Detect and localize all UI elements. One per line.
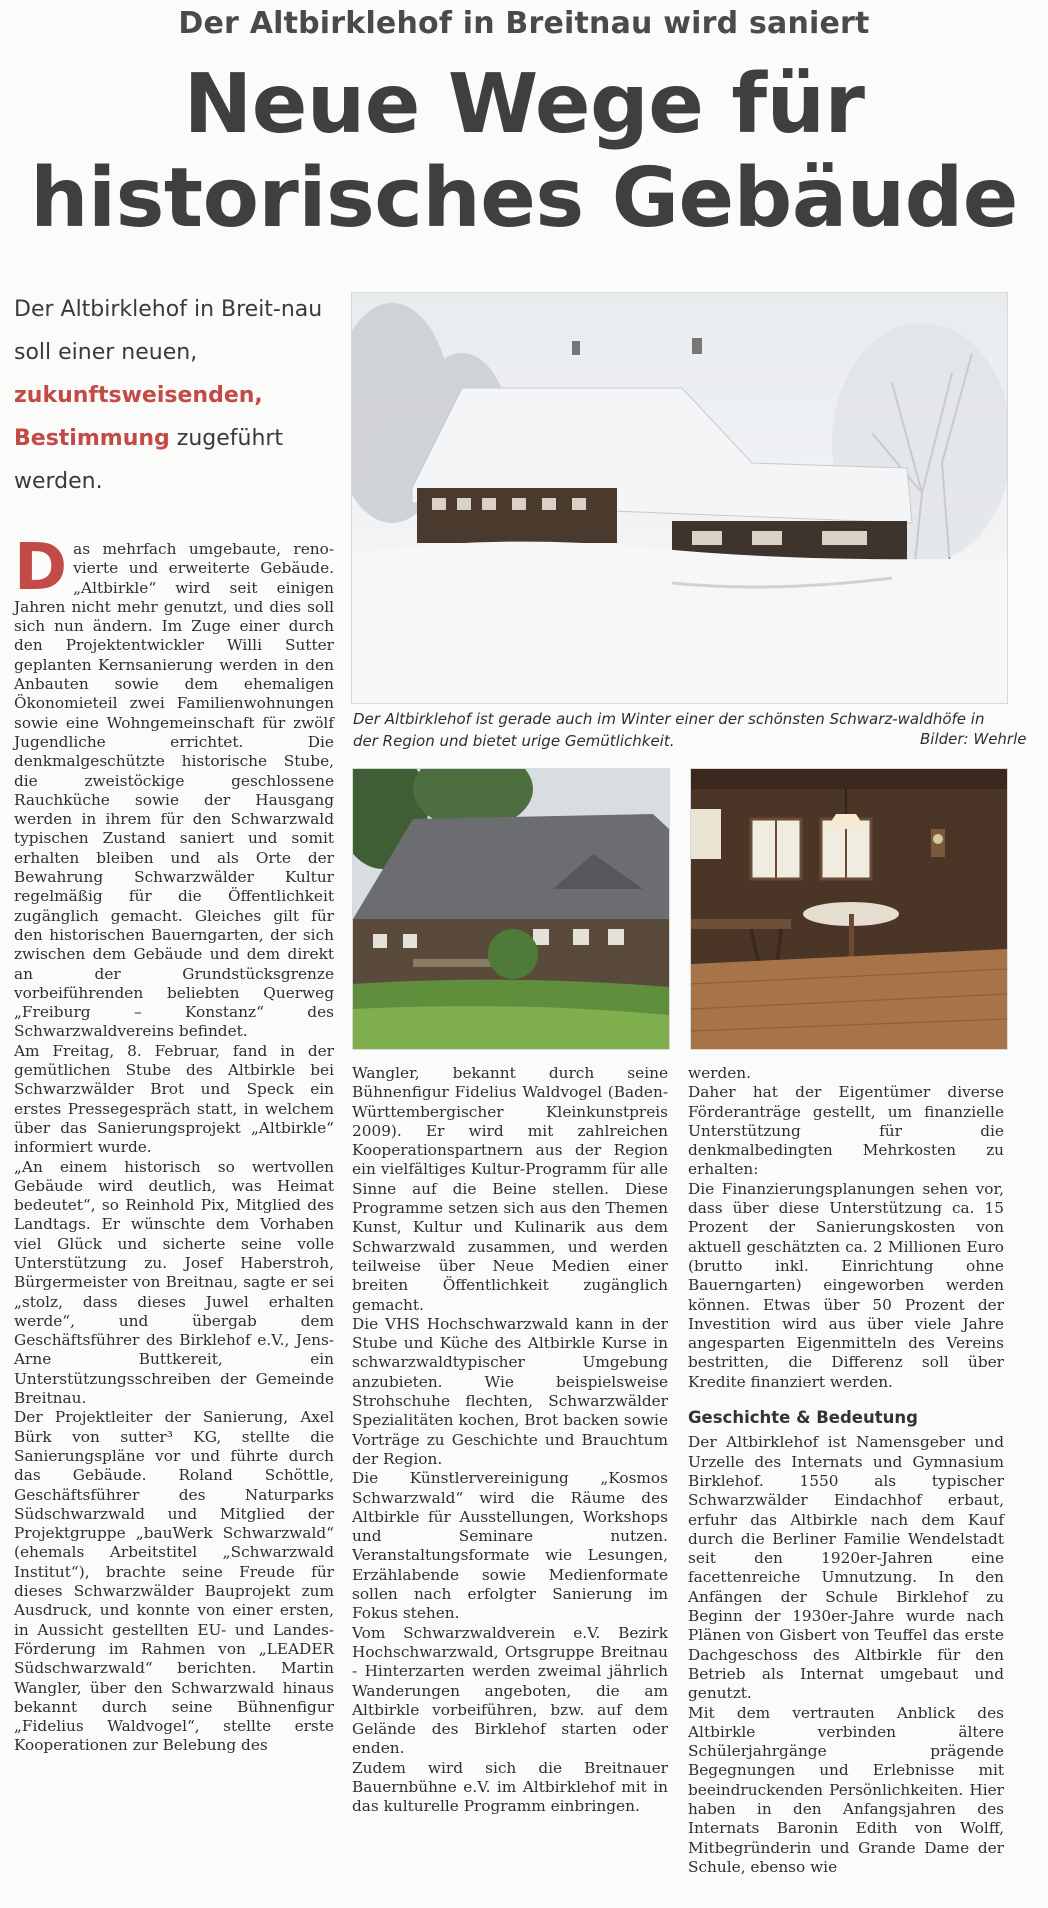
headline-line-1: Neue Wege für (183, 57, 865, 152)
lead-highlight-2: Bestimmung (14, 426, 170, 451)
paragraph: Die Finanzierungsplanungen sehen vor, dass über diese Unterstützung ca. 15 Prozent der Sanierungskosten von aktuell geschätzten ca. 2 Millionen Euro (brutto inkl. Einrichtung ohne Bauerngarten) eingeworben werden können. Etwas über 50 Prozent der Investition wird aus über viele Jahre angesparten Eigenmitteln des Vereins bestritten, die Differenz soll über Kredite finanziert werden. (688, 1179, 1004, 1391)
lead-before: Der Altbirklehof in Breit-nau soll einer neuen, (14, 297, 323, 365)
photo-credit: Bilder: Wehrle (920, 730, 1027, 748)
paragraph: Die VHS Hochschwarzwald kann in der Stube und Küche des Altbirkle Kurse in schwarzwaldtypischer Umgebung anzubieten. Wie beispielsweise Strohschuhe flechten, Schwarzwälder Spezialitäten kochen, Brot backen sowie Vorträge zu Geschichte und Brauchtum der Region. (352, 1314, 668, 1468)
kicker: Der Altbirklehof in Breitnau wird saniert (178, 6, 870, 41)
paragraph: Wangler, bekannt durch seine Bühnenfigur Fidelius Waldvogel (Baden-Württembergischer Kleinkunstpreis 2009). Er wird mit zahlreichen Kooperationspartnern aus der Region ein vielfältiges Kultur-Programm für alle Sinne auf die Beine stellen. Diese Programme setzen sich aus den Themen Kunst, Kultur und Kulinarik aus dem Schwarzwald zusammen, und werden teilweise über Neue Medien einer breiten Öffentlichkeit zugänglich gemacht. (352, 1064, 668, 1314)
lead-text (14, 288, 334, 503)
paragraph: Der Projektleiter der Sanierung, Axel Bürk von sutter³ KG, stellte die Sanierungspläne vor und führte durch das Gebäude. Roland Schöttle, Geschäftsführer des Naturparks Südschwarzwald und Mitglied der Projektgruppe „bauWerk Schwarzwald“ (ehemals Arbeitstitel „Schwarzwald Institut“), brachte seine Freude für dieses Schwarzwälder Bauprojekt zum Ausdruck, und konnte von einer ersten, in Aussicht gestellten EU- und Landes-Förderung im Rahmen von „LEADER Südschwarzwald“ berichten. Martin Wangler, über den Schwarzwald hinaus bekannt durch seine Bühnenfigur „Fidelius Waldvogel“, stellte erste Kooperationen zur Belebung des (14, 1408, 334, 1755)
lead-highlight-1: zukunftsweisenden, (14, 383, 263, 408)
paragraph: Mit dem vertrauten Anblick des Altbirkle verbinden ältere Schülerjahrgänge prägende Begegnungen und Erlebnisse mit beeindruckenden Persönlichkeiten. Hier haben in den Anfangsjahren des Internats Baronin Edith von Wolff, Mitbegründerin und Grande Dame der Schule, ebenso wie (688, 1703, 1004, 1876)
paragraph: „An einem historisch so wertvollen Gebäude wird deutlich, was Heimat bedeutet“, so Reinhold Pix, Mitglied des Landtags. Er wünschte dem Vorhaben viel Glück und sicherte seine volle Unterstützung zu. Josef Haberstroh, Bürgermeister von Breitnau, sagte er sei „stolz, dass dieses Juwel erhalten werde“, und übergab dem Geschäftsführer des Birklehof e.V., Jens-Arne Buttkereit, ein Unterstützungsschreiben der Gemeinde Breitnau. (14, 1157, 334, 1408)
paragraph: Vom Schwarzwaldverein e.V. Bezirk Hochschwarzwald, Ortsgruppe Breitnau - Hinterzarten werden zweimal jährlich Wanderungen angeboten, die am Altbirkle vorbeiführen, bzw. auf dem Gelände des Birklehof starten oder enden. (352, 1623, 668, 1758)
paragraph: Das mehrfach umgebaute, reno-vierte und erweiterte Gebäude. „Altbirkle“ wird seit einigen Jahren nicht mehr genutzt, und dies soll sich nun ändern. Im Zuge einer durch den Projektentwickler Willi Sutter geplanten Kernsanierung werden in den Anbauten sowie dem ehemaligen Ökonomieteil zwei Familienwohnungen sowie eine Wohngemeinschaft für zwölf Jugendliche errichtet. Die denkmalgeschützte historische Stube, die zweistöckige geschlossene Rauchküche sowie der Hausgang werden in ihrem für den Schwarzwald typischen Zustand saniert und somit erhalten bleiben und als Orte der Bewahrung Schwarzwälder Kultur regelmäßig für die Öffentlichkeit zugänglich gemacht. Gleiches gilt für den historischen Bauerngarten, der sich zwischen dem Gebäude und dem direkt an der Grundstücksgrenze vorbeiführenden beliebten Querweg „Freiburg – Konstanz“ des Schwarzwaldvereins befindet. (14, 531, 334, 1041)
article-column-3 (688, 1064, 1004, 1877)
historic-stube-image (691, 769, 1007, 1049)
photo-caption: Der Altbirklehof ist gerade auch im Winter einer der schönsten Schwarz-waldhöfe in der Region und bietet urige Gemütlichkeit. (353, 710, 985, 750)
farmhouse-photo (352, 768, 670, 1050)
article-column-2 (352, 1064, 668, 1817)
section-subhead: Geschichte & Bedeutung (688, 1408, 918, 1428)
paragraph: Die Künstlervereinigung „Kosmos Schwarzwald“ wird die Räume des Altbirkle für Ausstellungen, Workshops und Seminare nutzen. Veranstaltungsformate wie Lesungen, Erzählabende sowie Medienformate sollen nach erfolgter Sanierung im Fokus stehen. (352, 1469, 668, 1623)
drop-cap: D (14, 531, 68, 605)
paragraph: werden. (688, 1064, 752, 1082)
paragraph: Zudem wird sich die Breitnauer Bauernbühne e.V. im Altbirklehof mit in das kulturelle Programm einbringen. (352, 1758, 668, 1816)
paragraph: Der Altbirklehof ist Namensgeber und Urzelle des Internats und Gymnasium Birklehof. 1550 als typischer Schwarzwälder Eindachhof erbaut, erfuhr das Altbirkle nach dem Kauf durch die Berliner Familie Wendelstadt seit den 1920er-Jahren eine facettenreiche Umnutzung. In den Anfängen der Schule Birklehof zu Beginn der 1930er-Jahre wurde nach Plänen von Gisbert von Teuffel das erste Dachgeschoss des Altbirkle für den Betrieb als Internat umgebaut und genutzt. (688, 1433, 1004, 1703)
lead-after: zugeführt werden. (14, 426, 284, 494)
headline-line-2: historisches Gebäude (30, 151, 1018, 246)
paragraph: Am Freitag, 8. Februar, fand in der gemütlichen Stube des Altbirkle bei Schwarzwälder Brot und Speck ein erstes Pressegespräch statt, in welchem über das Sanierungsprojekt „Altbirkle“ informiert wurde. (14, 1041, 334, 1157)
main-photo (351, 292, 1008, 704)
headline (0, 58, 1048, 246)
article-column-1 (14, 531, 334, 1756)
paragraph: Daher hat der Eigentümer diverse Förderanträge gestellt, um finanzielle Unterstützung für die denkmalbedingten Mehrkosten zu erhalten: (688, 1083, 1004, 1179)
winter-farmhouse-image (352, 293, 1007, 703)
stube-photo (690, 768, 1008, 1050)
summer-farmhouse-image (353, 769, 669, 1049)
